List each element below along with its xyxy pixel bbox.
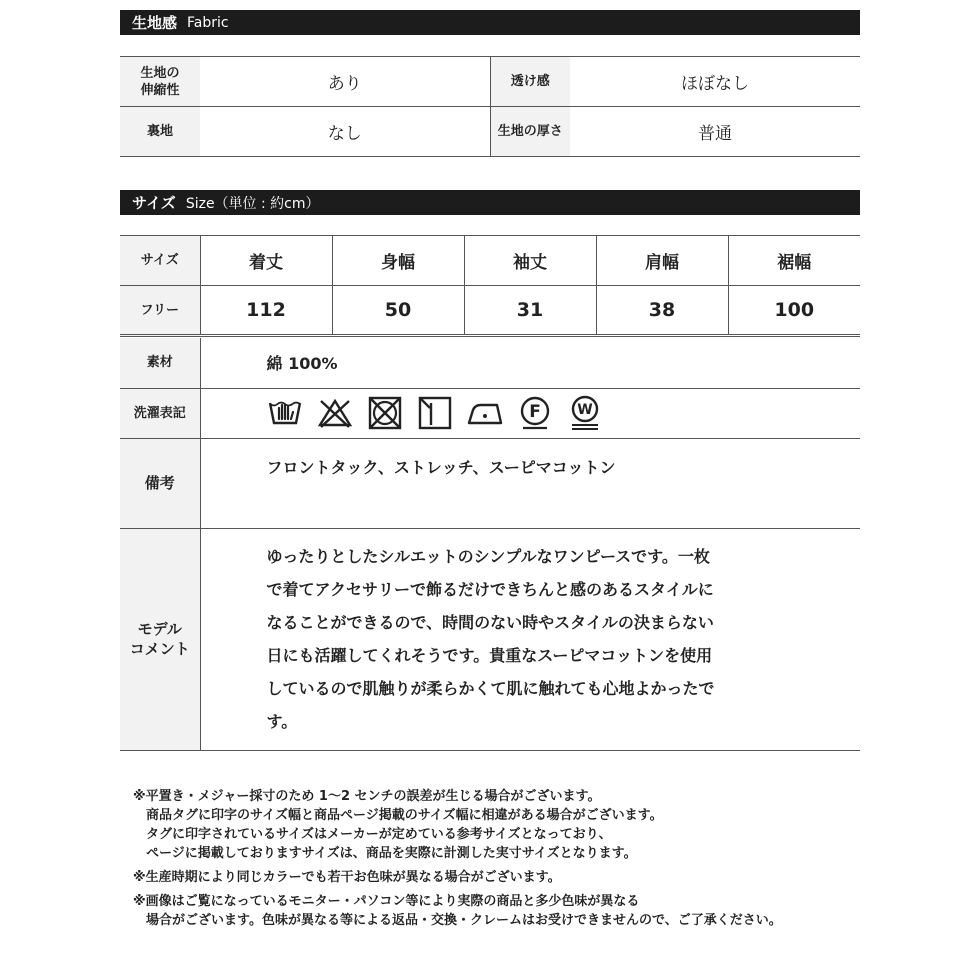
size-col-shoulder: 肩幅 <box>596 236 728 286</box>
note-line: ページに掲載しておりますサイズは、商品を実際に計測した実寸サイズとなります。 <box>133 846 637 861</box>
care-label: 洗濯表記 <box>120 388 200 438</box>
thickness-value: 普通 <box>570 107 860 157</box>
material-value: 綿 100% <box>200 338 860 388</box>
size-table <box>120 235 860 337</box>
note-line: ※画像はご覧になっているモニター・パソコン等により実際の商品と多少色味が異なる <box>133 894 640 909</box>
wet-clean-letter: W <box>576 402 593 418</box>
material-label: 素材 <box>120 338 200 388</box>
comment-line: ゆったりとしたシルエットのシンプルなワンピースです。一枚 <box>266 547 710 566</box>
size-header-jp: サイズ <box>132 194 176 212</box>
table-row <box>120 286 860 336</box>
stretch-label-line1: 生地の <box>140 65 180 81</box>
comment-line: で着てアクセサリーで飾るだけできちんと感のあるスタイルに <box>266 580 714 599</box>
table-row <box>120 528 860 750</box>
dry-clean-letter: F <box>528 402 541 422</box>
size-header-en: Size（単位 : 約cm） <box>185 195 320 212</box>
note-line: 商品タグに印字のサイズ幅と商品ページ掲載のサイズ幅に相違がある場合がございます。 <box>133 808 663 823</box>
care-icons <box>267 395 861 431</box>
iron-low-icon <box>467 395 503 431</box>
size-value-length: 112 <box>200 286 332 336</box>
comment-line: なることができるので、時間のない時やスタイルの決まらない <box>266 613 714 632</box>
fabric-header-en: Fabric <box>187 14 229 31</box>
comment-line: 日にも活躍してくれそうです。貴重なスーピマコットンを使用 <box>266 646 713 665</box>
size-value-shoulder: 38 <box>596 286 728 336</box>
table-row <box>120 57 860 107</box>
size-col-length: 着丈 <box>200 236 332 286</box>
comment-label-line1: モデル <box>137 620 182 638</box>
size-col-hem: 裾幅 <box>728 236 860 286</box>
sheer-label: 透け感 <box>490 57 570 107</box>
remarks-label: 備考 <box>120 438 200 528</box>
comment-line: す。 <box>266 712 298 731</box>
wet-clean-w-icon <box>567 395 603 431</box>
size-col-width: 身幅 <box>332 236 464 286</box>
size-row-label: フリー <box>120 286 200 336</box>
note-line: タグに印字されているサイズはメーカーが定めている参考サイズとなっており、 <box>133 827 612 842</box>
size-value-hem: 100 <box>728 286 860 336</box>
care-icons-cell <box>200 388 860 438</box>
fabric-table <box>120 56 860 157</box>
detail-table <box>120 338 860 751</box>
table-row <box>120 338 860 388</box>
table-row <box>120 107 860 157</box>
stretch-value: あり <box>200 57 490 107</box>
size-value-width: 50 <box>332 286 464 336</box>
comment-line: しているので肌触りが柔らかくて肌に触れても心地よかったで <box>266 679 715 698</box>
comment-label <box>120 528 200 750</box>
lining-value: なし <box>200 107 490 157</box>
notes <box>133 787 782 930</box>
size-col-sleeve: 袖丈 <box>464 236 596 286</box>
comment-label-line2: コメント <box>129 640 190 658</box>
stretch-label-line2: 伸縮性 <box>140 82 180 98</box>
stretch-label <box>120 57 200 107</box>
fabric-header-jp: 生地感 <box>132 14 178 32</box>
hand-wash-icon <box>267 395 303 431</box>
size-value-sleeve: 31 <box>464 286 596 336</box>
note-line: 場合がございます。色味が異なる等による返品・交換・クレームはお受けできませんので、ご了承ください。 <box>133 913 782 928</box>
no-bleach-icon <box>317 395 353 431</box>
lining-label: 裏地 <box>120 107 200 157</box>
remarks-value: フロントタック、ストレッチ、スーピマコットン <box>200 438 860 528</box>
table-row <box>120 438 860 528</box>
comment-text <box>200 528 860 750</box>
fabric-section-header <box>120 10 860 35</box>
size-col-label: サイズ <box>120 236 200 286</box>
line-dry-shade-icon <box>417 395 453 431</box>
table-row <box>120 388 860 438</box>
size-section-header <box>120 190 860 215</box>
note-line: ※生産時期により同じカラーでも若干お色味が異なる場合がございます。 <box>133 870 561 885</box>
no-tumble-dry-icon <box>367 395 403 431</box>
table-row <box>120 236 860 286</box>
sheer-value: ほぼなし <box>570 57 860 107</box>
dry-clean-f-icon <box>517 395 553 431</box>
note-line: ※平置き・メジャー採寸のため 1〜2 センチの誤差が生じる場合がございます。 <box>133 789 601 804</box>
thickness-label: 生地の厚さ <box>490 107 570 157</box>
